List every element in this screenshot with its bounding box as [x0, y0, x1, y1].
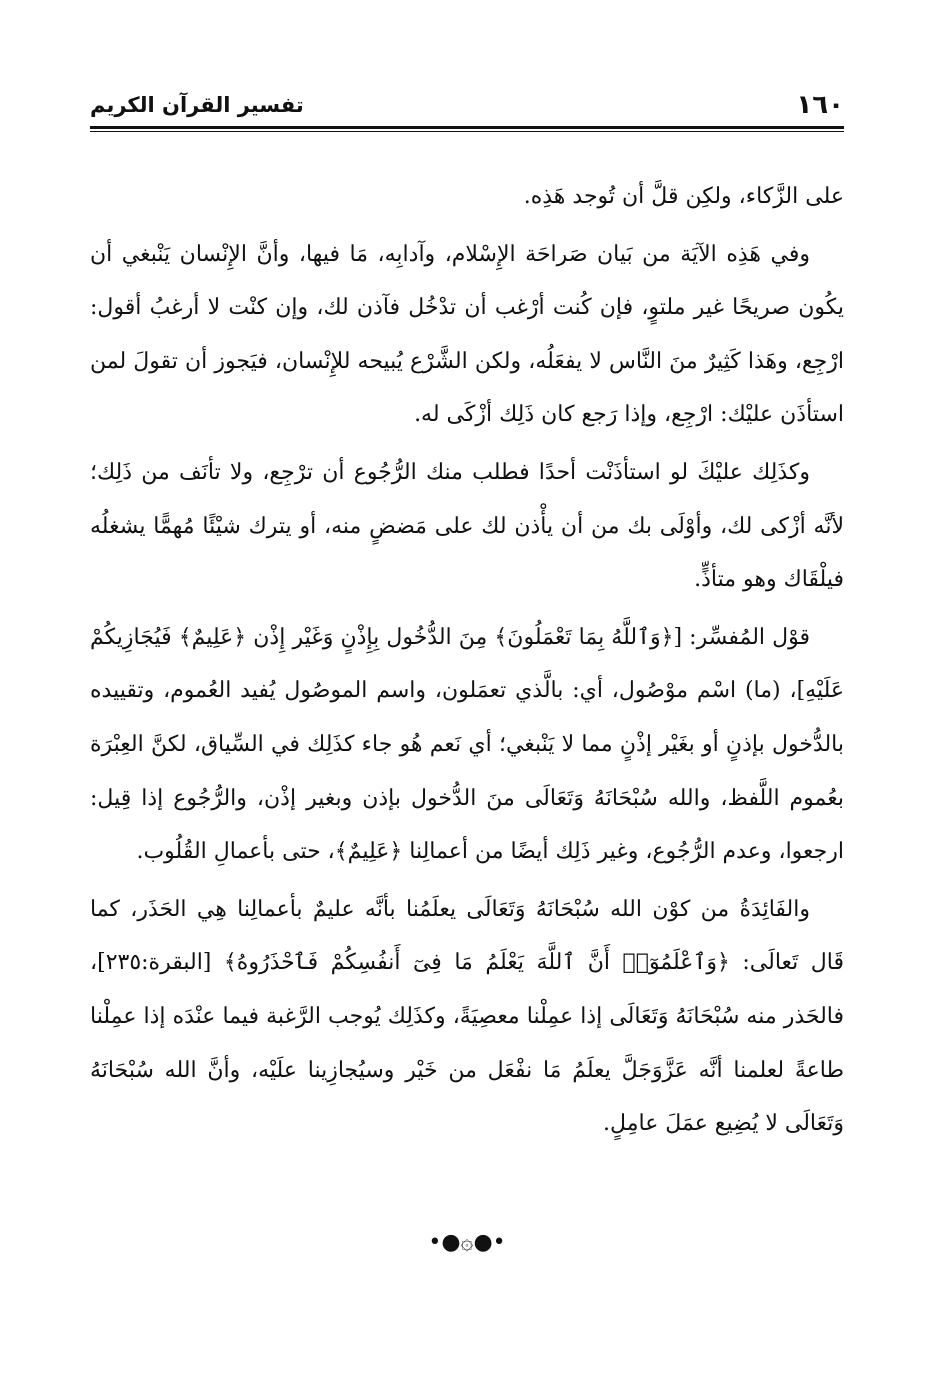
page-number: ١٦٠ — [796, 90, 844, 120]
paragraph: قوْل المُفسِّر: [﴿وَٱللَّهُ بِمَا تَعْمَلُونَ﴾ مِنَ الدُّخُول بِإِذْنٍ وَغَيْر إِذْن ﴿عَلِيمٌ﴾ فَيُجَازِيكُمْ عَلَيْهِ]، (ما) اسْم موْصُول، أي: بالَّذي تعمَلون، واسم الموصُول يُفيد العُموم، وتقييده بالدُّخول بإذنٍ أو بغَيْر إذْنٍ مما لا يَنْبغي؛ أي نَعم هُو جاء كذَلِك في السِّياق، لكنَّ العِبْرَة بعُموم اللَّفظ، والله سُبْحَانَهُ وَتَعَالَى منَ الدُّخول بإذن وبغير إذْن، والرُّجُوع إذا قِيل: ارجعوا، وعدم الرُّجُوع، وغير ذَلِك أيضًا من أعمالِنا ﴿عَلِيمٌ﴾، حتى بأعمالِ القُلُوب. — [90, 624, 844, 865]
paragraph: وفي هَذِه الآيَة من بَيان صَراحَة الإِسْلام، وآدابِه، مَا فيها، وأنَّ الإِنْسان يَنْبغي أن يكُون صريحًا غير ملتوٍ، فإن كُنت أرْغب أن تدْخُل فآذن لك، وإن كنْت لا أرغبُ أقول: ارْجِع، وهَذا كَثِيرٌ منَ النَّاس لا يفعَلُه، ولكن الشَّرْع يُبيحه للإِنْسان، فيَجوز أن تقولَ لمن استأذَن عليْك: ارْجِع، وإذا رَجع كان ذَلِك أزْكَى له. — [90, 241, 844, 428]
header-rule-thin — [90, 131, 844, 132]
paragraph-continuation: على الزَّكاء، ولكِن قلَّ أن تُوجد هَذِه. — [523, 184, 844, 209]
paragraph: وكذَلِك عليْكَ لو استأذَنْت أحدًا فطلب منك الرُّجُوع أن ترْجِع، ولا تأنَف من ذَلِك؛ لأنَّه أزْكى لك، وأوْلَى بك من أن يأْذن لك على مَضضٍ منه، أو يترك شيْئًا مُهمًّا يشغلُه فيلْقَاك وهو متأذٍّ. — [90, 459, 844, 593]
page-body — [90, 170, 844, 1155]
paragraph: والفَائِدَةُ من كوْن الله سُبْحَانَهُ وَتَعَالَى يعلَمُنا بأنَّه عليمٌ بأعمالِنا هِي الحَذَر، كما قَال تَعالَى: ﴿وَٱعْلَمُوٓا۟ أَنَّ ٱللَّهَ يَعْلَمُ مَا فِىٓ أَنفُسِكُمْ فَٱحْذَرُوهُ﴾ [البقرة:٢٣٥]، فالحَذر منه سُبْحَانَهُ وَتَعَالَى إذا عمِلْنا معصِيَةً، وكذَلِك يُوجب الرَّغبة فيما عنْدَه إذا عمِلْنا طاعةً لعلمنا أنَّه عَزَّوَجَلَّ يعلَمُ مَا نفْعَل من خَيْر وسيُجازِينا علَيْه، وأنَّ الله سُبْحَانَهُ وَتَعَالَى لا يُضِيع عمَلَ عامِلٍ. — [90, 896, 844, 1137]
book-title: تفسير القرآن الكريم — [90, 93, 304, 117]
section-end-ornament: •●۞●• — [428, 1230, 506, 1255]
header-rule — [90, 126, 844, 129]
page-header — [90, 86, 844, 126]
